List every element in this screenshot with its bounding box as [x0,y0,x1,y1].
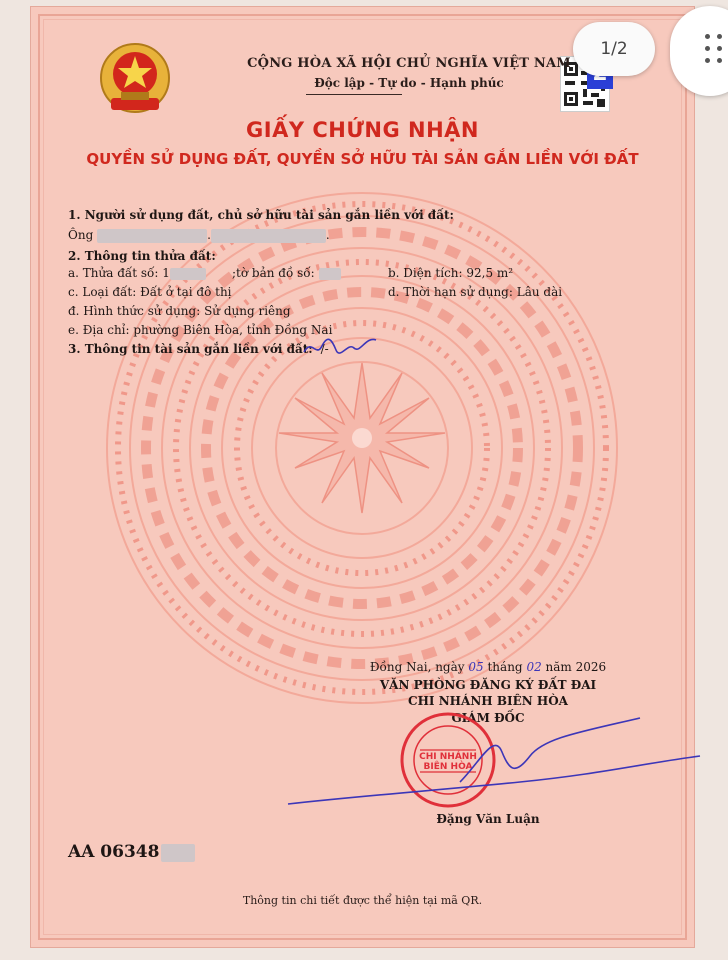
owner-prefix: Ông [68,228,94,242]
usage-duration: d. Thời hạn sử dụng: Lâu dài [388,285,563,299]
land-type: c. Loại đất: Đất ở tại đô thị [68,285,232,299]
serial-redacted [161,844,195,862]
map-redacted [319,268,341,280]
national-motto: Độc lập - Tự do - Hạnh phúc [314,76,504,90]
country-name: CỘNG HÒA XÃ HỘI CHỦ NGHĨA VIỆT NAM [247,56,571,71]
owner-tail: . [325,228,330,242]
owner-line [68,228,330,243]
page-indicator[interactable]: 1/2 [573,22,655,76]
section-1-heading: 1. Người sử dụng đất, chủ sở hữu tài sản gắn liền với đất: [68,208,454,222]
section-3-heading: 3. Thông tin tài sản gắn liền với đất: [68,342,313,356]
date-month-label: tháng [487,660,523,674]
stamp-text-1: CHI NHÁNH [419,752,477,762]
serial-prefix: AA 06348 [68,842,160,862]
handwritten-signature [280,712,710,812]
handwritten-mark [300,332,380,362]
parcel-label: a. Thửa đất số: [68,266,159,280]
land-address: e. Địa chỉ: phường Biên Hòa, tỉnh Đồng Nai [68,323,333,337]
date-day: 05 [468,660,484,674]
map-sheet-number [232,266,341,280]
signer-name: Đặng Văn Luận [436,812,540,826]
issuing-branch: CHI NHÁNH BIÊN HÒA [408,694,568,708]
owner-name-redacted [97,229,207,243]
issue-place-date [368,660,608,674]
date-prefix: Đồng Nai, ngày [369,660,465,674]
map-label: ;tờ bản đồ số: [232,266,315,280]
date-year: năm 2026 [545,660,607,674]
parcel-redacted [170,268,206,280]
section-3-line [68,342,329,356]
date-month: 02 [526,660,542,674]
usage-form: đ. Hình thức sử dụng: Sử dụng riêng [68,304,291,318]
signer-position: GIÁM ĐỐC [451,711,525,725]
qr-footnote: Thông tin chi tiết được thể hiện tại mã QR. [242,894,483,907]
certificate-title: GIẤY CHỨNG NHẬN [246,118,479,142]
owner-sep: . [207,228,211,242]
issuing-office: VĂN PHÒNG ĐĂNG KÝ ĐẤT ĐAI [379,678,597,692]
grid-dots-icon [705,34,727,66]
section-3-value: -/- [316,342,329,356]
parcel-number [68,266,206,280]
motto-underline [306,94,402,95]
owner-name-redacted-2 [211,229,326,243]
certificate-subtitle: QUYỀN SỬ DỤNG ĐẤT, QUYỀN SỞ HỮU TÀI SẢN GẮN LIỀN VỚI ĐẤT [86,150,639,168]
section-2-heading: 2. Thông tin thửa đất: [68,249,216,263]
stamp-text-2: BIÊN HÒA [423,762,473,772]
land-area: b. Diện tích: 92,5 m² [388,266,514,280]
certificate-serial [68,842,195,862]
parcel-value: 1 [162,266,170,280]
